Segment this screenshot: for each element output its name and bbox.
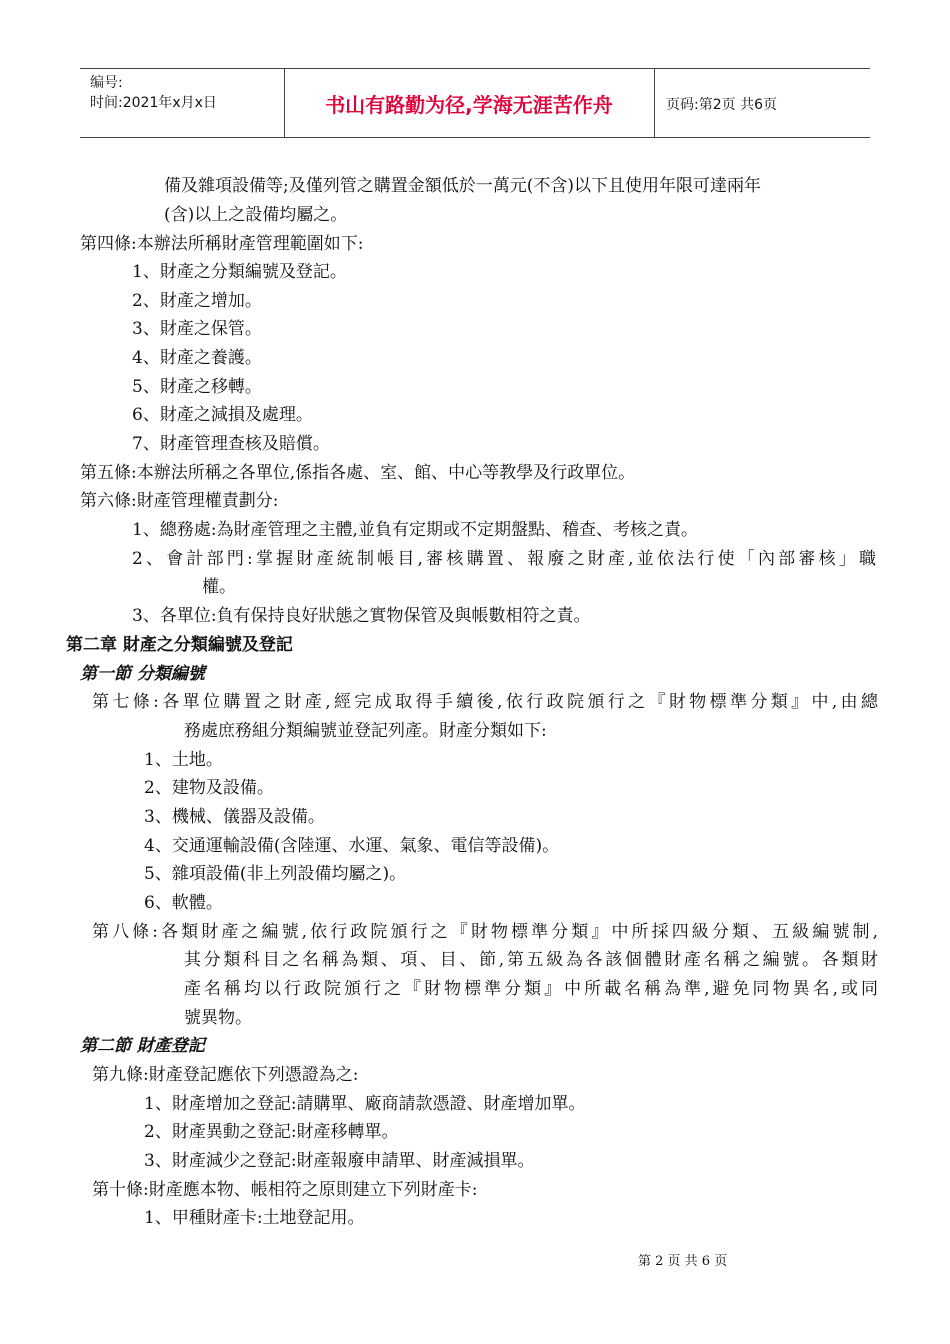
- article-heading: 第五條:本辦法所稱之各單位,係指各處、室、館、中心等教學及行政單位。: [80, 463, 636, 483]
- chapter-heading: 第二章 財產之分類編號及登記: [66, 635, 293, 655]
- article-heading: 第九條:財產登記應依下列憑證為之:: [92, 1065, 359, 1085]
- list-item: 6、財產之減損及處理。: [132, 405, 313, 425]
- article-heading: 第七條:各單位購置之財產,經完成取得手續後,依行政院頒行之『財物標準分類』中,由總: [92, 692, 878, 712]
- list-item: 3、各單位:負有保持良好狀態之實物保管及與帳數相符之責。: [132, 606, 591, 626]
- body-line: (含)以上之設備均屬之。: [164, 205, 348, 225]
- body-line: 備及雜項設備等;及僅列管之購置金額低於一萬元(不含)以下且使用年限可達兩年: [164, 176, 761, 196]
- list-item: 4、交通運輸設備(含陸運、水運、氣象、電信等設備)。: [144, 836, 560, 856]
- article-continuation: 號異物。: [184, 1008, 252, 1028]
- section-heading: 第一節 分類編號: [80, 664, 205, 684]
- article-heading: 第六條:財產管理權責劃分:: [80, 491, 279, 511]
- list-item: 2、建物及設備。: [144, 778, 274, 798]
- page-header: [80, 68, 870, 138]
- article-continuation: 務處庶務組分類編號並登記列產。財產分類如下:: [184, 721, 547, 741]
- list-item: 2、會計部門:掌握財產統制帳目,審核購置、報廢之財產,並依法行使「內部審核」職: [132, 549, 876, 569]
- list-item: 3、財產減少之登記:財產報廢申請單、財產減損單。: [144, 1151, 535, 1171]
- header-left: [90, 73, 217, 113]
- date-label: 时间:2021年x月x日: [90, 95, 217, 111]
- article-heading: 第四條:本辦法所稱財產管理範圍如下:: [80, 234, 364, 254]
- list-item: 5、雜項設備(非上列設備均屬之)。: [144, 864, 407, 884]
- header-page-number: 页码:第2页 共6页: [666, 97, 777, 113]
- article-heading: 第八條:各類財產之編號,依行政院頒行之『財物標準分類』中所採四級分類、五級編號制,: [92, 922, 878, 942]
- list-item: 1、總務處:為財產管理之主體,並負有定期或不定期盤點、稽查、考核之責。: [132, 520, 698, 540]
- article-continuation: 其分類科目之名稱為類、項、目、節,第五級為各該個體財產名稱之編號。各類財: [184, 950, 878, 970]
- page-footer: 第 2 页 共 6 页: [638, 1254, 728, 1269]
- header-divider: [654, 69, 655, 137]
- list-item: 6、軟體。: [144, 893, 223, 913]
- header-motto: 书山有路勤为径,学海无涯苦作舟: [325, 93, 613, 117]
- article-heading: 第十條:財產應本物、帳相符之原則建立下列財產卡:: [92, 1180, 478, 1200]
- list-item: 2、財產異動之登記:財產移轉單。: [144, 1122, 399, 1142]
- list-item: 1、甲種財產卡:土地登記用。: [144, 1208, 365, 1228]
- list-item: 4、財產之養護。: [132, 348, 262, 368]
- list-item: 1、財產之分類編號及登記。: [132, 262, 347, 282]
- list-item: 1、土地。: [144, 750, 223, 770]
- list-item: 7、財產管理查核及賠償。: [132, 434, 330, 454]
- list-item: 1、財產增加之登記:請購單、廠商請款憑證、財產增加單。: [144, 1094, 586, 1114]
- article-continuation: 產名稱均以行政院頒行之『財物標準分類』中所載名稱為準,避免同物異名,或同: [184, 979, 878, 999]
- list-item-continuation: 權。: [202, 577, 236, 597]
- list-item: 2、財產之增加。: [132, 291, 262, 311]
- list-item: 3、機械、儀器及設備。: [144, 807, 325, 827]
- list-item: 3、財產之保管。: [132, 319, 262, 339]
- list-item: 5、財產之移轉。: [132, 377, 262, 397]
- section-heading: 第二節 財產登記: [80, 1036, 205, 1056]
- serial-number-label: 编号:: [90, 75, 123, 91]
